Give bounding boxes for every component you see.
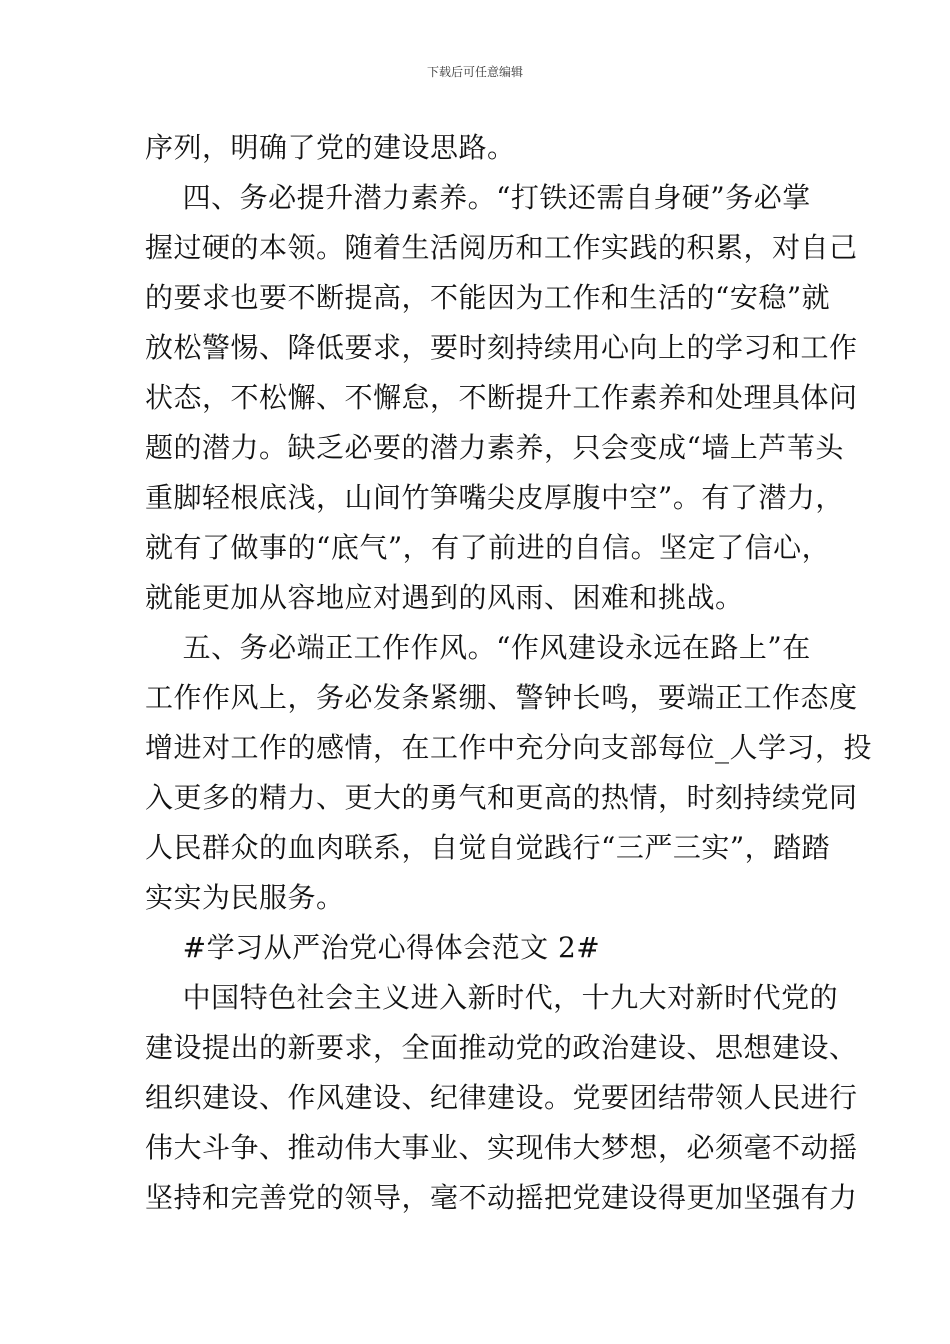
- body-line: 序列，明确了党的建设思路。: [145, 131, 516, 164]
- body-line: 伟大斗争、推动伟大事业、实现伟大梦想，必须毫不动摇: [145, 1131, 858, 1164]
- body-line: 组织建设、作风建设、纪律建设。党要团结带领人民进行: [145, 1081, 858, 1114]
- body-line: 握过硬的本领。随着生活阅历和工作实践的积累，对自己: [145, 231, 858, 264]
- body-line: 四、务必提升潜力素养。“打铁还需自身硬”务必掌: [145, 181, 811, 214]
- body-line: 的要求也要不断提高，不能因为工作和生活的“安稳”就: [145, 281, 831, 314]
- body-line: 入更多的精力、更大的勇气和更高的热情，时刻持续党同: [145, 781, 858, 814]
- body-line: 中国特色社会主义进入新时代，十九大对新时代党的: [145, 981, 839, 1014]
- page-header-note: 下载后可任意编辑: [426, 65, 523, 79]
- body-line: 放松警惕、降低要求，要时刻持续用心向上的学习和工作: [145, 331, 858, 364]
- body-line: 重脚轻根底浅，山间竹笋嘴尖皮厚腹中空”。有了潜力，: [145, 481, 844, 514]
- body-line: 建设提出的新要求，全面推动党的政治建设、思想建设、: [145, 1031, 858, 1064]
- body-line: 人民群众的血肉联系，自觉自觉践行“三严三实”，踏踏: [145, 831, 831, 864]
- body-line: 五、务必端正工作作风。“作风建设永远在路上”在: [145, 631, 811, 664]
- body-line: 增进对工作的感情，在工作中充分向支部每位_人学习，投: [145, 731, 873, 764]
- body-line: 工作作风上，务必发条紧绷、警钟长鸣，要端正工作态度: [145, 681, 858, 714]
- body-line: 就能更加从容地应对遇到的风雨、困难和挑战。: [145, 581, 744, 614]
- section-heading: #学习从严治党心得体会范文 2#: [145, 931, 601, 964]
- body-line: 坚持和完善党的领导，毫不动摇把党建设得更加坚强有力: [145, 1181, 858, 1214]
- body-line: 题的潜力。缺乏必要的潜力素养，只会变成“墙上芦苇头: [145, 431, 844, 464]
- body-line: 就有了做事的“底气”，有了前进的自信。坚定了信心，: [145, 531, 831, 564]
- body-line: 状态，不松懈、不懈怠，不断提升工作素养和处理具体问: [145, 381, 858, 414]
- body-line: 实实为民服务。: [145, 881, 345, 914]
